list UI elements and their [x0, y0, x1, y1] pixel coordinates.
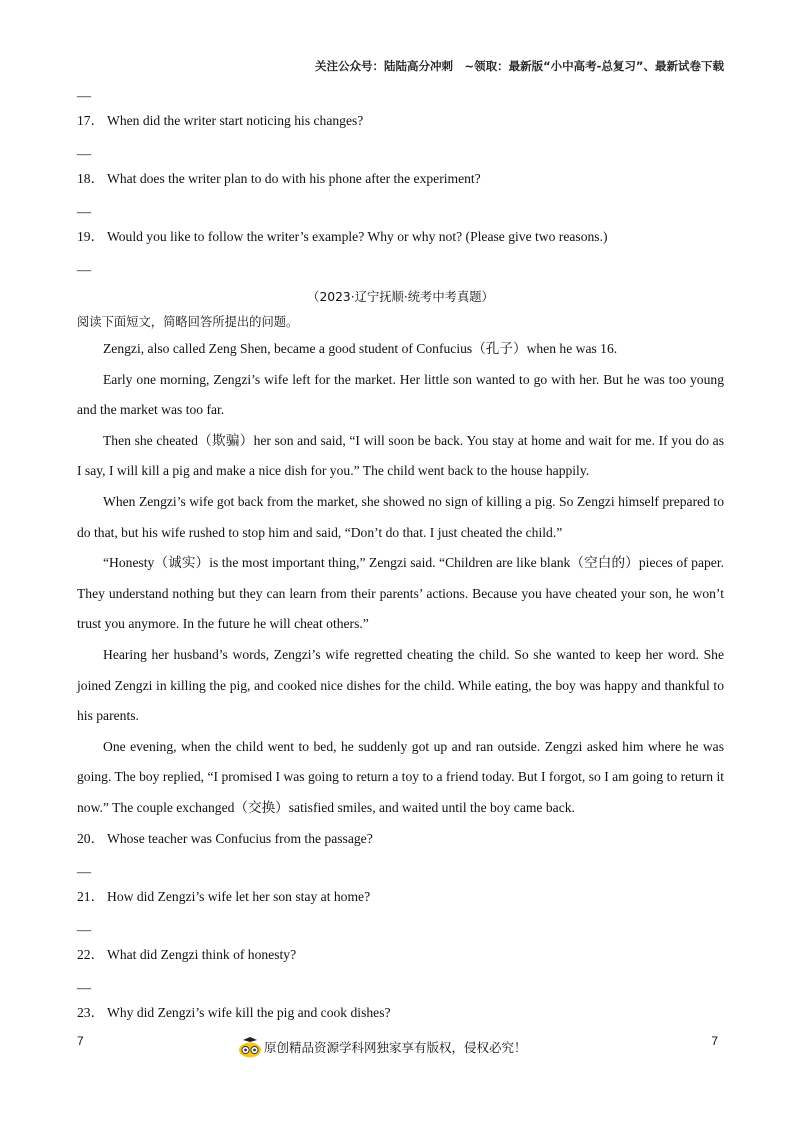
- question-22: 22． What did Zengzi think of honesty?: [77, 946, 297, 962]
- paragraph: “Honesty（诚实）is the most important thing,” Zengzi said. “Children are like blank（空白的）pieces of paper. They understand nothing but they can learn from their parents’ actions. Because you have cheated your son, he won’t trust you anymore. In the future he will cheat others.”: [77, 555, 724, 632]
- source-label: （2023·辽宁抚顺·统考中考真题）: [307, 290, 494, 304]
- answer-line: —: [77, 89, 91, 104]
- answer-line: —: [77, 864, 91, 880]
- owl-logo-icon: [238, 1036, 262, 1058]
- paragraph: One evening, when the child went to bed, he suddenly got up and ran outside. Zengzi asked him where he was going. The boy replied, “I promised I was going to return a toy to a friend today. But I forgot, so I am going to return it now.” The couple exchanged（交换）satisfied smiles, and waited until the boy came back.: [77, 738, 724, 815]
- paragraph: When Zengzi’s wife got back from the market, she showed no sign of killing a pig. So Zengzi himself prepared to do that, but his wife rushed to stop him and said, “Don’t do that. I just cheated the child.”: [77, 493, 724, 540]
- answer-line: —: [77, 922, 91, 938]
- page-number-right: 7: [711, 1034, 718, 1048]
- question-19: 19． Would you like to follow the writer’s example? Why or why not? (Please give two reasons.): [77, 229, 608, 244]
- question-18: 18． What does the writer plan to do with his phone after the experiment?: [77, 171, 481, 186]
- answer-line: —: [77, 147, 91, 162]
- paragraph: Early one morning, Zengzi’s wife left for the market. Her little son wanted to go with her. But he was too young and the market was too far.: [77, 371, 724, 418]
- question-17: 17． When did the writer start noticing his changes?: [77, 113, 364, 128]
- paragraph: Hearing her husband’s words, Zengzi’s wife regretted cheating the child. So she wanted to keep her word. She joined Zengzi in killing the pig, and cooked nice dishes for the child. While eating, the boy was happy and thankful to his parents.: [77, 646, 724, 724]
- header-note: 关注公众号：陆陆高分冲刺 ~领取：最新版“小中高考-总复习”、最新试卷下载: [314, 59, 724, 73]
- instruction: 阅读下面短文，简略回答所提出的问题。: [77, 315, 299, 329]
- copyright-text: 原创精品资源学科网独家享有版权，侵权必究！: [264, 1040, 527, 1055]
- copyright-notice: [238, 1036, 527, 1058]
- question-21: 21． How did Zengzi’s wife let her son stay at home?: [77, 888, 371, 904]
- document-body: [77, 78, 724, 1028]
- paragraph: Then she cheated（欺骗）her son and said, “I will soon be back. You stay at home and wait for me. If you do as I say, I will kill a pig and make a nice dish for you.” The child went back to the house happily.: [77, 432, 724, 479]
- answer-line: —: [77, 263, 91, 278]
- paragraph: Zengzi, also called Zeng Shen, became a good student of Confucius（孔子）when he was 16.: [103, 341, 618, 356]
- page-number-left: 7: [77, 1034, 84, 1048]
- answer-line: —: [77, 980, 91, 996]
- question-20: 20． Whose teacher was Confucius from the passage?: [77, 830, 373, 846]
- question-23: 23． Why did Zengzi’s wife kill the pig and cook dishes?: [77, 1004, 391, 1020]
- answer-line: —: [77, 205, 91, 220]
